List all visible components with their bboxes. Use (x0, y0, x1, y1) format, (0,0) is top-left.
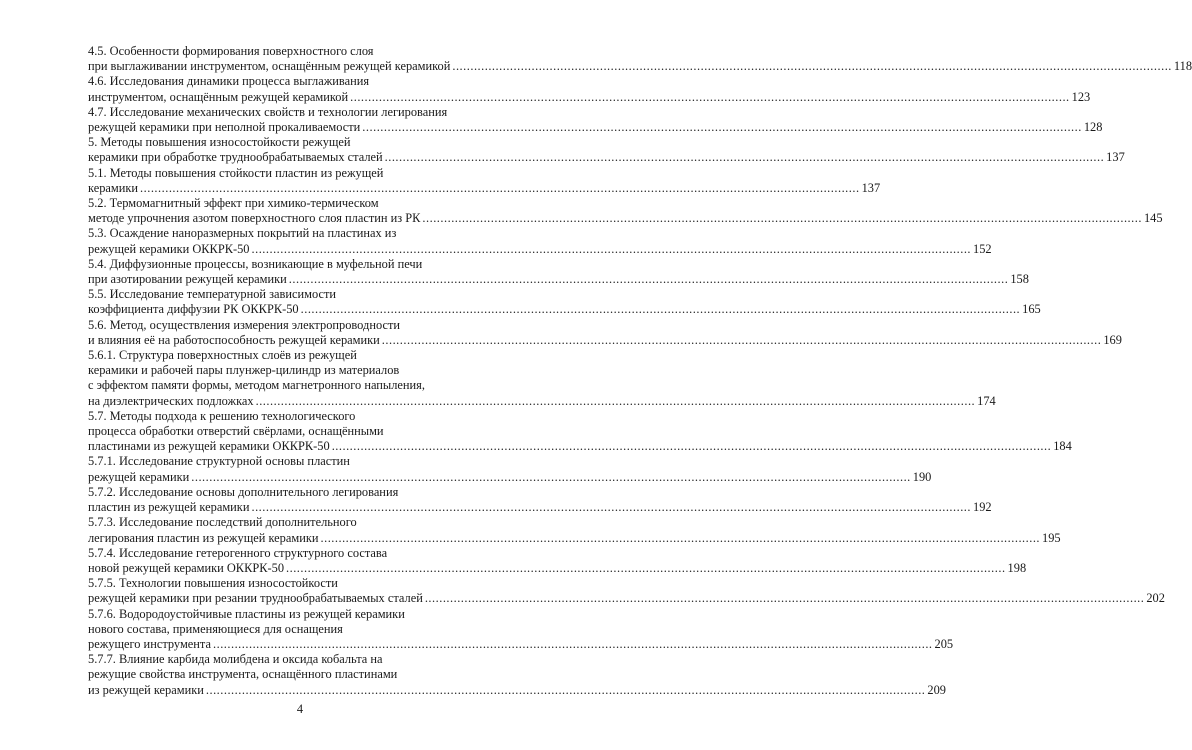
toc-entry-last-line (88, 150, 1125, 165)
toc-entry-line: новой режущей керамики ОККРК-50 (88, 560, 285, 575)
dot-leader (213, 637, 933, 652)
toc-entry-line: 5.3. Осаждение наноразмерных покрытий на пластинах из (88, 226, 397, 241)
toc-entry-last-line (88, 59, 1192, 74)
toc-page-number: 137 (861, 180, 881, 195)
toc-page-number: 195 (1042, 530, 1061, 545)
toc-entry-line: керамики при обработке труднообрабатываемых сталей (88, 150, 383, 165)
dot-leader (385, 150, 1105, 165)
toc-entry-line: 4.5. Особенности формирования поверхностного слоя (88, 44, 374, 58)
toc-entry-line: 4.6. Исследования динамики процесса выглаживания (88, 74, 370, 89)
toc-entry-line: и влияния её на работоспособность режущей керамики (88, 332, 380, 347)
toc-entry[interactable] (88, 256, 1029, 287)
toc-entry-line: пластин из режущей керамики (88, 500, 250, 515)
toc-entry[interactable] (88, 408, 1072, 455)
dot-leader (382, 333, 1102, 348)
dot-leader (321, 531, 1041, 546)
dot-leader (251, 500, 971, 515)
toc-entry[interactable] (88, 44, 1192, 74)
toc-entry-line: с эффектом памяти формы, методом магнетронного напыления, (88, 378, 425, 393)
toc-entry[interactable] (88, 226, 992, 256)
toc-entry-line: 5.7.3. Исследование последствий дополнительного (88, 515, 357, 530)
dot-leader (332, 439, 1052, 454)
toc-page-number: 198 (1007, 560, 1027, 575)
toc-entry[interactable] (88, 545, 1027, 576)
toc-entry-last-line (88, 272, 1029, 287)
toc-entry[interactable] (88, 165, 881, 196)
toc-page-number: 192 (973, 500, 992, 515)
dot-leader (289, 272, 1009, 287)
toc-entry-last-line (88, 500, 992, 515)
toc-entry[interactable] (88, 606, 954, 653)
toc-entry-last-line (88, 530, 1061, 546)
toc-entry-last-line (88, 241, 992, 257)
toc-entry-line: 5.4. Диффузионные процессы, возникающие в муфельной печи (88, 256, 423, 271)
toc-entry-last-line (88, 560, 1027, 576)
toc-entry-line: керамики (88, 180, 139, 195)
toc-entry-line: на диэлектрических подложках (88, 393, 254, 408)
toc-entry[interactable] (88, 135, 1125, 165)
dot-leader (362, 120, 1082, 135)
toc-entry-line: режущей керамики ОККРК-50 (88, 241, 250, 256)
toc-entry-line: 5.7.5. Технологии повышения износостойкости (88, 576, 338, 591)
toc-page-number: 128 (1083, 120, 1103, 135)
dot-leader (140, 181, 860, 196)
toc-page-number: 137 (1106, 150, 1125, 165)
toc-entry-last-line (88, 332, 1122, 348)
toc-entry-line: 5.2. Термомагнитный эффект при химико-термическом (88, 196, 379, 211)
dot-leader (422, 211, 1142, 226)
toc-entry-last-line (88, 682, 946, 698)
toc-entry[interactable] (88, 74, 1091, 104)
toc-entry-last-line (88, 211, 1163, 226)
toc-entry-line: режущего инструмента (88, 636, 211, 651)
toc-page-number: 145 (1143, 211, 1163, 226)
toc-page-number: 123 (1071, 89, 1091, 104)
toc-page-number: 158 (1010, 272, 1029, 287)
toc-entry-last-line (88, 636, 954, 652)
toc-entry[interactable] (88, 317, 1122, 348)
dot-leader (206, 683, 926, 698)
toc-entry-line: при выглаживании инструментом, оснащённым режущей керамикой (88, 59, 451, 74)
toc-page-number: 118 (1173, 59, 1192, 74)
dot-leader (301, 302, 1021, 317)
toc-entry-line: 5.1. Методы повышения стойкости пластин из режущей (88, 165, 384, 180)
toc-entry-line: керамики и рабочей пары плунжер-цилиндр из материалов (88, 363, 400, 378)
toc-entry-last-line (88, 120, 1103, 135)
toc-page-number: 184 (1053, 439, 1072, 454)
toc-entry[interactable] (88, 454, 932, 484)
toc-entry-line: 5.5. Исследование температурной зависимости (88, 287, 337, 302)
toc-entry-line: пластинами из режущей керамики ОККРК-50 (88, 439, 330, 454)
toc-entry[interactable] (88, 576, 1165, 606)
toc-entry-line: процесса обработки отверстий свёрлами, оснащёнными (88, 424, 384, 439)
dot-leader (350, 90, 1070, 105)
toc-entry-line: инструментом, оснащённым режущей керамикой (88, 89, 349, 104)
table-of-contents (88, 44, 1192, 698)
toc-entry[interactable] (88, 652, 946, 698)
toc-page-number: 152 (973, 241, 992, 256)
toc-entry-last-line (88, 393, 996, 409)
toc-entry-line: режущие свойства инструмента, оснащённого пластинами (88, 667, 398, 682)
toc-entry-line: режущей керамики при неполной прокаливаемости (88, 120, 361, 135)
toc-entry-line: 5.7.2. Исследование основы дополнительного легирования (88, 484, 399, 499)
toc-entry-line: нового состава, применяющиеся для оснащения (88, 621, 343, 636)
toc-entry[interactable] (88, 484, 992, 515)
toc-entry-last-line (88, 469, 932, 485)
toc-entry-line: режущей керамики (88, 469, 190, 484)
toc-entry-line: 5.7.4. Исследование гетерогенного структурного состава (88, 545, 388, 560)
toc-entry-line: легирования пластин из режущей керамики (88, 530, 319, 545)
page-number: 4 (296, 702, 304, 716)
toc-entry-line: при азотировании режущей керамики (88, 272, 287, 287)
toc-entry-last-line (88, 591, 1165, 606)
toc-entry-line: 5.6.1. Структура поверхностных слоёв из режущей (88, 348, 357, 363)
toc-entry-line: из режущей керамики (88, 682, 204, 697)
toc-page-number: 169 (1103, 332, 1122, 347)
toc-entry-line: коэффициента диффузии РК ОККРК-50 (88, 302, 299, 317)
toc-entry-line: методе упрочнения азотом поверхностного слоя пластин из РК (88, 211, 421, 226)
toc-entry[interactable] (88, 287, 1041, 317)
toc-entry[interactable] (88, 104, 1103, 135)
toc-page-number: 202 (1146, 591, 1165, 606)
toc-entry-line: 5.6. Метод, осуществления измерения электропроводности (88, 317, 400, 332)
dot-leader (425, 591, 1145, 606)
toc-entry-last-line (88, 89, 1091, 105)
toc-entry[interactable] (88, 196, 1163, 226)
toc-page-number: 165 (1022, 302, 1041, 317)
toc-page-number: 190 (912, 469, 932, 484)
toc-entry-line: 5.7.6. Водородоустойчивые пластины из режущей керамики (88, 606, 405, 621)
toc-entry[interactable] (88, 515, 1061, 545)
dot-leader (256, 394, 976, 409)
toc-entry-last-line (88, 302, 1041, 317)
toc-entry-line: 5.7.1. Исследование структурной основы пластин (88, 454, 350, 469)
toc-page-number: 209 (927, 682, 946, 697)
toc-entry-last-line (88, 439, 1072, 454)
dot-leader (191, 470, 911, 485)
dot-leader (452, 59, 1172, 74)
toc-entry-line: 5. Методы повышения износостойкости режущей (88, 135, 351, 150)
toc-page-number: 205 (934, 636, 954, 651)
dot-leader (286, 561, 1006, 576)
toc-entry-last-line (88, 180, 881, 196)
toc-page-number: 174 (977, 393, 996, 408)
toc-entry[interactable] (88, 348, 996, 409)
toc-entry-line: 5.7. Методы подхода к решению технологического (88, 408, 356, 423)
dot-leader (252, 242, 972, 257)
toc-entry-line: 4.7. Исследование механических свойств и технологии легирования (88, 104, 448, 119)
toc-entry-line: режущей керамики при резании труднообрабатываемых сталей (88, 591, 423, 606)
toc-entry-line: 5.7.7. Влияние карбида молибдена и оксида кобальта на (88, 652, 383, 667)
